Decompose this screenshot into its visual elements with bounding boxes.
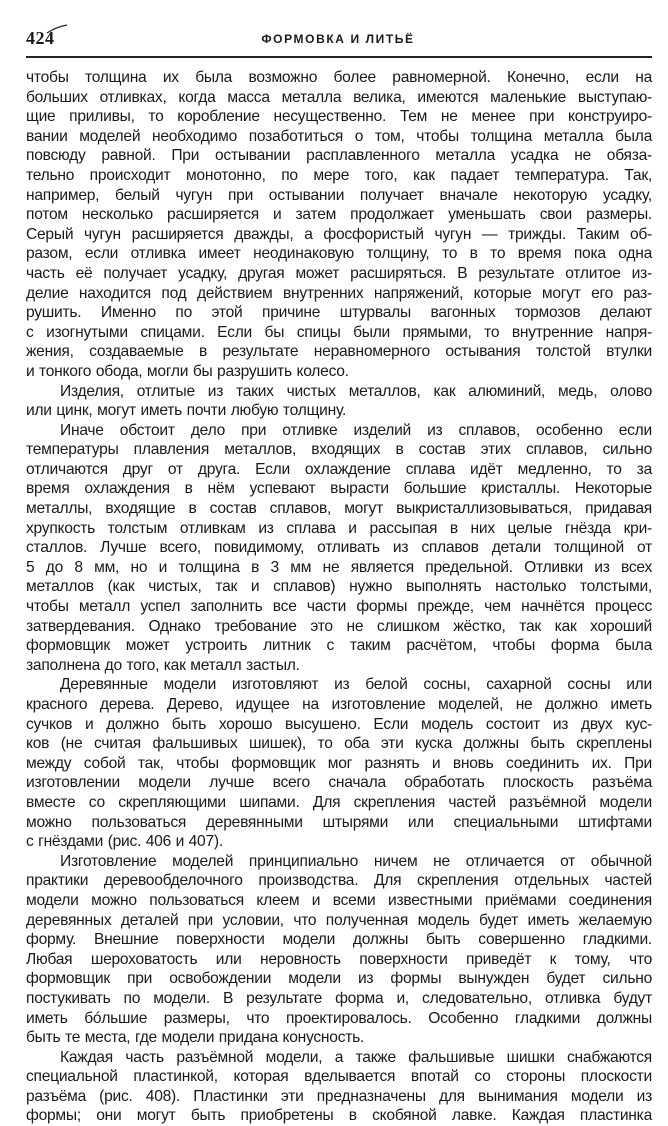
paragraph xyxy=(26,852,652,1048)
text-line: Изделия, отлитые из таких чистых металлов, как алюминий, медь, олово xyxy=(60,382,652,400)
text-line: иметь бóльшие размеры, что проектировалось. Особенно гладкими должны xyxy=(26,1009,652,1027)
text-line: чтобы металл успел заполнить все части формы прежде, чем начнётся процесс xyxy=(26,598,652,616)
text-line: Иначе обстоит дело при отливке изделий из сплавов, особенно если xyxy=(60,421,652,439)
text-line: постукивать по модели. В результате форма и, следовательно, отливка будут xyxy=(26,989,652,1007)
text-line: модели можно пользоваться клеем и всеми известными приёмами соединения xyxy=(26,891,652,909)
page-number: 424 xyxy=(26,28,55,48)
text-line: деревянных деталей при условии, что полученная модель будет иметь желаемую xyxy=(26,911,652,929)
text-line: Деревянные модели изготовляют из белой сосны, сахарной сосны или xyxy=(60,676,652,694)
text-line: разъёма (рис. 408). Пластинки эти предназначены для вынимания модели из xyxy=(26,1087,652,1105)
text-line: делие находится под действием внутренних напряжений, которые могут его раз- xyxy=(26,284,652,302)
header-rule xyxy=(26,56,652,58)
text-line: например, белый чугун при остывании получает вначале некоторую усадку, xyxy=(26,186,652,204)
text-line: хрупкость толстым отливкам из сплава и рассыпая в них целые гнёзда кри- xyxy=(26,519,652,537)
text-line: затвердевания. Однако требование это не слишком жёстко, так как хороший xyxy=(26,617,652,635)
text-line: быть те места, где модели придана конусность. xyxy=(26,1029,365,1047)
text-line: красного дерева. Дерево, идущее на изготовление моделей, не должно иметь xyxy=(26,696,652,713)
text-line: Изготовление моделей принципиально ничем не отличается от обычной xyxy=(60,852,652,870)
body-text xyxy=(26,68,652,1126)
text-line: металлы, входящие в состав сплавов, могут выкристаллизовываться, придавая xyxy=(26,500,652,518)
text-line: повсюду равной. При остывании расплавленного металла усадка не обяза- xyxy=(26,147,652,165)
text-line: и тонкого обода, могли бы разрушить колесо. xyxy=(26,362,349,380)
text-line: формовщик при освобождении модели из формы вынужден будет сильно xyxy=(26,970,652,988)
paragraph xyxy=(26,1048,652,1126)
text-line: с изогнутыми спицами. Если бы спицы были прямыми, то внутренние напря- xyxy=(26,323,652,341)
text-line: сучков и должно быть хорошо высушено. Если модель состоит из двух кус- xyxy=(26,715,652,733)
text-line: металлов (как чистых, так и сплавов) нужно выполнять настолько толстыми, xyxy=(26,578,652,596)
paragraph xyxy=(26,421,652,676)
text-line: изготовлении модели лучше всего сначала обработать плоскость разъёма xyxy=(26,774,652,792)
text-line: между собой так, чтобы формовщик мог разнять и вновь соединить их. При xyxy=(26,754,652,772)
text-line: 5 до 8 мм, но и толщина в 3 мм не является предельной. Отливки из всех xyxy=(26,558,652,576)
paragraph xyxy=(26,382,652,421)
text-line: специальной пластинкой, которая вделывается впотай со стороны плоскости xyxy=(26,1068,652,1086)
text-line: разом, если отливка имеет неодинаковую толщину, то в то время пока одна xyxy=(26,245,652,263)
text-line: потом несколько расширяется и затем продолжает уменьшать свои размеры. xyxy=(26,206,652,224)
text-line: тельно происходит монотонно, по мере того, как падает температура. Так, xyxy=(26,166,652,184)
running-head: ФОРМОВКА И ЛИТЬЁ xyxy=(261,32,415,46)
text-line: чтобы толщина их была возможно более равномерной. Конечно, если на xyxy=(26,69,652,86)
text-line: Каждая часть разъёмной модели, а также фальшивые шишки снабжаются xyxy=(60,1048,652,1066)
paragraph xyxy=(26,68,652,382)
text-line: рушить. Именно по этой причине штурвалы вагонных тормозов делают xyxy=(26,304,652,322)
text-line: вании моделей необходимо позаботиться о том, чтобы толщина металла была xyxy=(26,127,652,145)
text-line: Любая шероховатость или неровность поверхности приведёт к тому, что xyxy=(26,950,652,968)
text-line: Серый чугун расширяется дважды, а фосфористый чугун — трижды. Таким об- xyxy=(26,225,652,243)
text-line: вместе со скрепляющими шипами. Для скрепления частей разъёмной модели xyxy=(26,793,652,811)
text-line: время охлаждения в нём успевают вырасти большие кристаллы. Некоторые xyxy=(26,480,652,498)
text-line: температуры плавления металлов, входящих в состав этих сплавов, сильно xyxy=(26,441,652,459)
text-line: больших отливках, когда масса металла велика, имеются маленькие выступаю- xyxy=(26,88,652,106)
page-header xyxy=(26,24,650,54)
text-line: щие приливы, то коробление несущественно. Тем не менее при конструиро- xyxy=(26,108,652,126)
text-line: можно пользоваться деревянными штырями или специальными штифтами xyxy=(26,813,652,831)
text-line: часть её получает усадку, другая может расширяться. В результате отлитое из- xyxy=(26,264,652,282)
text-line: или цинк, могут иметь почти любую толщину. xyxy=(26,402,347,420)
text-line: формы; они могут быть приобретены в скобяной лавке. Каждая пластинка xyxy=(26,1107,652,1125)
text-line: формовщик может устроить литник с таким расчётом, чтобы форма была xyxy=(26,637,652,655)
text-line: с гнёздами (рис. 406 и 407). xyxy=(26,833,223,851)
text-line: отличаются друг от друга. Если охлаждение сплава идёт медленно, то за xyxy=(26,460,652,478)
text-line: заполнена до того, как металл застыл. xyxy=(26,656,300,674)
paragraph xyxy=(26,675,652,851)
text-line: практики деревообделочного производства. Для скрепления отдельных частей xyxy=(26,872,652,890)
text-line: форму. Внешние поверхности модели должны быть совершенно гладкими. xyxy=(26,931,652,949)
text-line: сталлов. Лучше всего, повидимому, отливать из сплавов детали толщиной от xyxy=(26,539,652,557)
text-line: жения, создаваемые в результате неравномерного остывания толстой втулки xyxy=(26,343,652,361)
text-line: ков (не считая фальшивых шишек), то оба эти куска должны быть скреплены xyxy=(26,735,652,753)
